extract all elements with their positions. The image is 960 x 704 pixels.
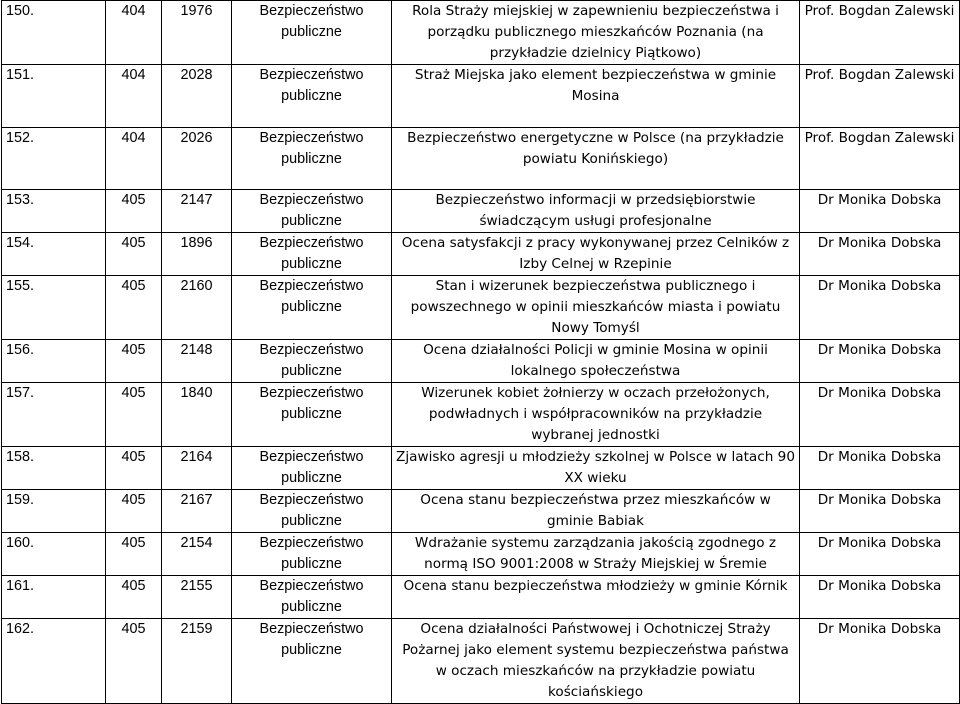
row-number: 162. [2, 619, 106, 704]
subject-area: Bezpieczeństwo publiczne [232, 65, 392, 128]
thesis-table-body [2, 1, 960, 704]
table-row [2, 1, 960, 65]
thesis-id: 1976 [162, 1, 232, 65]
row-number: 161. [2, 576, 106, 619]
subject-area: Bezpieczeństwo publiczne [232, 128, 392, 190]
table-row [2, 576, 960, 619]
row-number: 158. [2, 447, 106, 490]
group-code: 404 [106, 128, 162, 190]
thesis-id: 2028 [162, 65, 232, 128]
subject-area: Bezpieczeństwo publiczne [232, 233, 392, 276]
supervisor: Dr Monika Dobska [800, 447, 960, 490]
thesis-id: 2147 [162, 190, 232, 233]
supervisor: Dr Monika Dobska [800, 533, 960, 576]
thesis-id: 2155 [162, 576, 232, 619]
supervisor: Dr Monika Dobska [800, 276, 960, 340]
table-row [2, 619, 960, 704]
group-code: 405 [106, 383, 162, 447]
row-number: 153. [2, 190, 106, 233]
row-number: 152. [2, 128, 106, 190]
thesis-title: Stan i wizerunek bezpieczeństwa publicznego i powszechnego w opinii mieszkańców miasta i powiatu Nowy Tomyśl [392, 276, 800, 340]
thesis-title: Wdrażanie systemu zarządzania jakością zgodnego z normą ISO 9001:2008 w Straży Miejskiej w Śremie [392, 533, 800, 576]
thesis-title: Ocena stanu bezpieczeństwa młodzieży w gminie Kórnik [392, 576, 800, 619]
supervisor: Dr Monika Dobska [800, 576, 960, 619]
table-row [2, 447, 960, 490]
group-code: 405 [106, 233, 162, 276]
group-code: 404 [106, 65, 162, 128]
thesis-id: 2148 [162, 340, 232, 383]
group-code: 405 [106, 490, 162, 533]
thesis-id: 2159 [162, 619, 232, 704]
row-number: 154. [2, 233, 106, 276]
row-number: 156. [2, 340, 106, 383]
row-number: 160. [2, 533, 106, 576]
row-number: 157. [2, 383, 106, 447]
supervisor: Dr Monika Dobska [800, 383, 960, 447]
group-code: 405 [106, 190, 162, 233]
group-code: 405 [106, 576, 162, 619]
thesis-title: Rola Straży miejskiej w zapewnieniu bezpieczeństwa i porządku publicznego mieszkańców Poznania (na przykładzie dzielnicy Piątkowo) [392, 1, 800, 65]
subject-area: Bezpieczeństwo publiczne [232, 1, 392, 65]
thesis-id: 2160 [162, 276, 232, 340]
thesis-title: Bezpieczeństwo informacji w przedsiębiorstwie świadczącym usługi profesjonalne [392, 190, 800, 233]
table-row [2, 340, 960, 383]
table-row [2, 276, 960, 340]
thesis-title: Wizerunek kobiet żołnierzy w oczach przełożonych, podwładnych i współpracowników na przykładzie wybranej jednostki [392, 383, 800, 447]
table-row [2, 190, 960, 233]
group-code: 405 [106, 533, 162, 576]
subject-area: Bezpieczeństwo publiczne [232, 576, 392, 619]
group-code: 405 [106, 447, 162, 490]
table-row [2, 128, 960, 190]
thesis-id: 2154 [162, 533, 232, 576]
supervisor: Dr Monika Dobska [800, 340, 960, 383]
subject-area: Bezpieczeństwo publiczne [232, 533, 392, 576]
supervisor: Dr Monika Dobska [800, 490, 960, 533]
row-number: 150. [2, 1, 106, 65]
thesis-id: 1896 [162, 233, 232, 276]
group-code: 405 [106, 619, 162, 704]
subject-area: Bezpieczeństwo publiczne [232, 619, 392, 704]
supervisor: Dr Monika Dobska [800, 619, 960, 704]
group-code: 405 [106, 340, 162, 383]
thesis-title: Ocena stanu bezpieczeństwa przez mieszkańców w gminie Babiak [392, 490, 800, 533]
thesis-title: Ocena działalności Państwowej i Ochotniczej Straży Pożarnej jako element systemu bezpieczeństwa państwa w oczach mieszkańców na przykładzie powiatu kościańskiego [392, 619, 800, 704]
table-row [2, 65, 960, 128]
subject-area: Bezpieczeństwo publiczne [232, 340, 392, 383]
group-code: 405 [106, 276, 162, 340]
supervisor: Dr Monika Dobska [800, 233, 960, 276]
table-row [2, 490, 960, 533]
thesis-title: Ocena satysfakcji z pracy wykonywanej przez Celników z Izby Celnej w Rzepinie [392, 233, 800, 276]
thesis-id: 2164 [162, 447, 232, 490]
row-number: 159. [2, 490, 106, 533]
thesis-title: Straż Miejska jako element bezpieczeństwa w gminie Mosina [392, 65, 800, 128]
row-number: 151. [2, 65, 106, 128]
thesis-title: Zjawisko agresji u młodzieży szkolnej w Polsce w latach 90 XX wieku [392, 447, 800, 490]
supervisor: Dr Monika Dobska [800, 190, 960, 233]
table-row [2, 233, 960, 276]
thesis-table [1, 0, 960, 704]
subject-area: Bezpieczeństwo publiczne [232, 190, 392, 233]
table-row [2, 533, 960, 576]
subject-area: Bezpieczeństwo publiczne [232, 383, 392, 447]
supervisor: Prof. Bogdan Zalewski [800, 65, 960, 128]
thesis-title: Ocena działalności Policji w gminie Mosina w opinii lokalnego społeczeństwa [392, 340, 800, 383]
thesis-id: 2026 [162, 128, 232, 190]
thesis-id: 1840 [162, 383, 232, 447]
supervisor: Prof. Bogdan Zalewski [800, 1, 960, 65]
thesis-title: Bezpieczeństwo energetyczne w Polsce (na przykładzie powiatu Konińskiego) [392, 128, 800, 190]
thesis-id: 2167 [162, 490, 232, 533]
subject-area: Bezpieczeństwo publiczne [232, 490, 392, 533]
row-number: 155. [2, 276, 106, 340]
group-code: 404 [106, 1, 162, 65]
subject-area: Bezpieczeństwo publiczne [232, 276, 392, 340]
table-row [2, 383, 960, 447]
subject-area: Bezpieczeństwo publiczne [232, 447, 392, 490]
supervisor: Prof. Bogdan Zalewski [800, 128, 960, 190]
